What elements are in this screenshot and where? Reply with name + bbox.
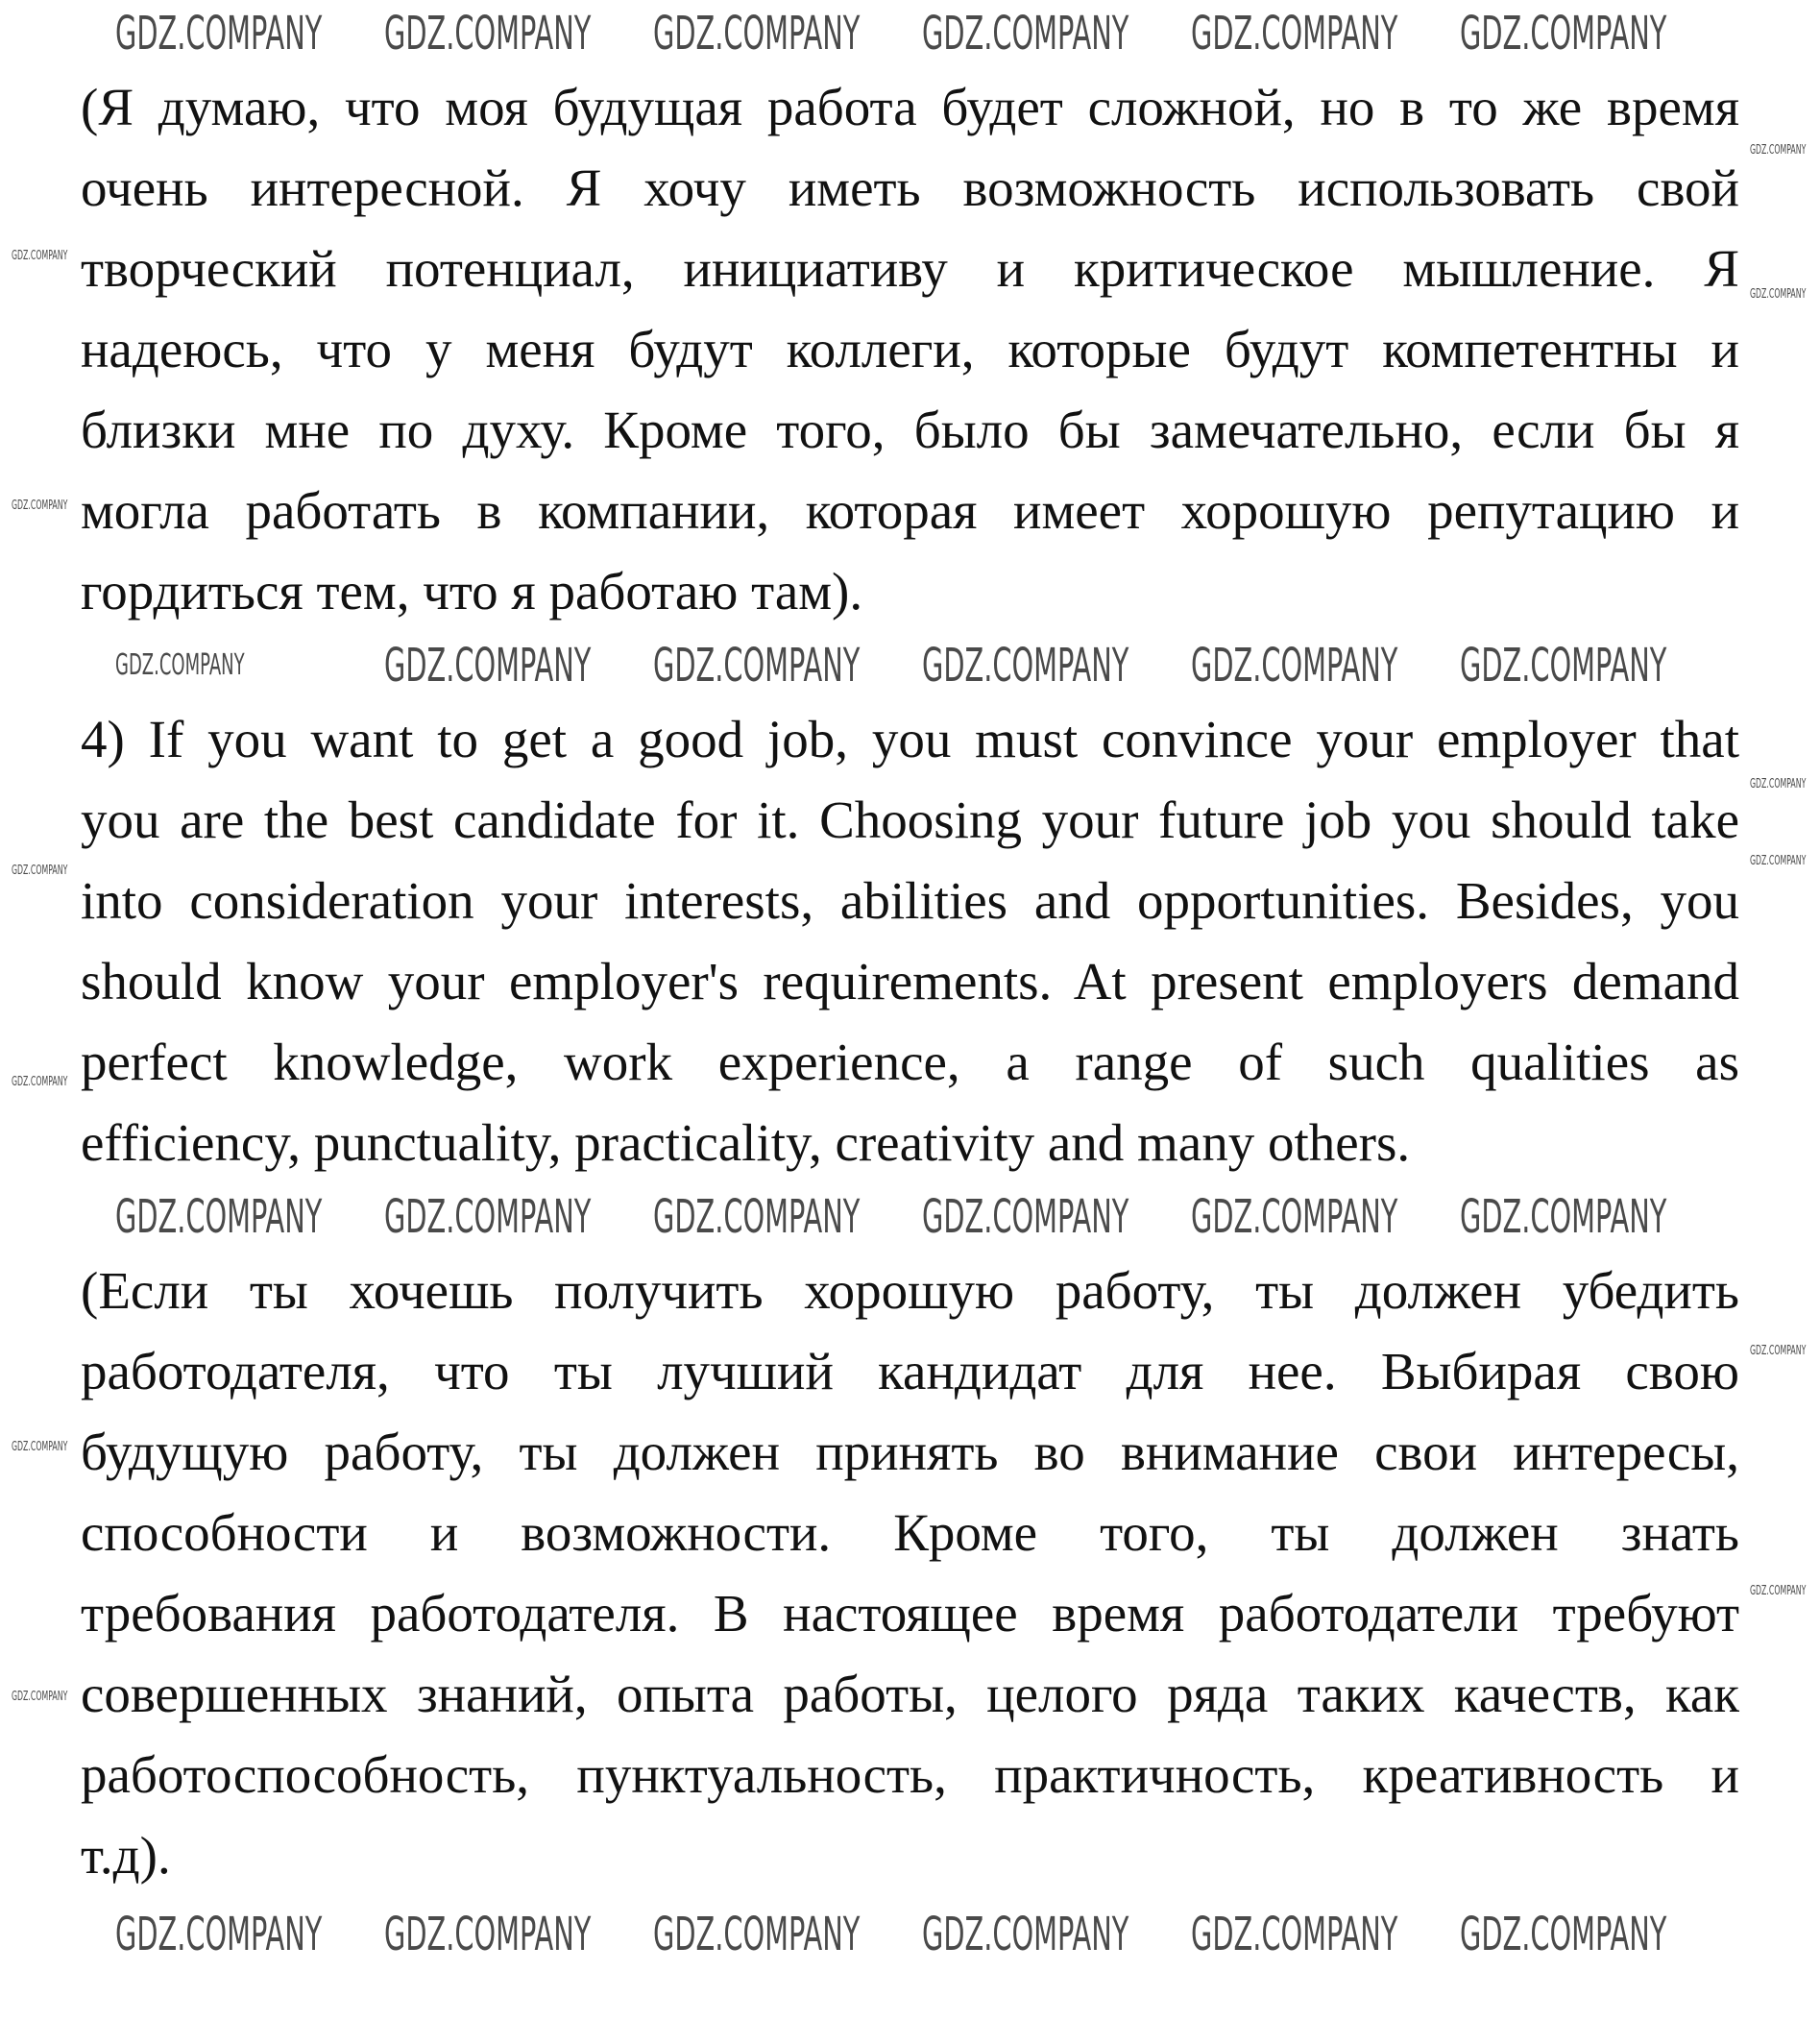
paragraph [81,699,1739,1183]
watermark: GDZ.COMPANY [1460,639,1667,693]
text-line: гордиться тем, что я работаю там). [81,562,863,621]
text-line: (Я думаю, что моя будущая работа будет сложной, но в то же время [81,78,1739,136]
watermark: GDZ.COMPANY [1191,1908,1398,1961]
watermark: GDZ.COMPANY [12,499,68,513]
text-line: работоспособность, пунктуальность, практичность, креативность и [81,1745,1739,1804]
watermark: GDZ.COMPANY [12,864,68,878]
paragraph [81,1251,1739,1896]
watermark: GDZ.COMPANY [12,1075,68,1089]
watermark: GDZ.COMPANY [384,639,592,693]
watermark: GDZ.COMPANY [1460,1190,1667,1244]
text-line: близки мне по духу. Кроме того, было бы замечательно, если бы я [81,401,1739,459]
text-line: efficiency, punctuality, practicality, creativity and many others. [81,1113,1411,1172]
text-line: работодателя, что ты лучший кандидат для нее. Выбирая свою [81,1342,1739,1400]
watermark: GDZ.COMPANY [653,1908,861,1961]
text-line: т.д). [81,1826,171,1885]
watermark: GDZ.COMPANY [115,1190,323,1244]
watermark: GDZ.COMPANY [922,1908,1129,1961]
watermark: GDZ.COMPANY [1191,639,1398,693]
watermark: GDZ.COMPANY [1460,7,1667,61]
watermark: GDZ.COMPANY [1750,143,1807,158]
text-line: 4) If you want to get a good job, you must convince your employer that [81,710,1739,768]
text-line: могла работать в компании, которая имеет хорошую репутацию и [81,481,1739,540]
watermark: GDZ.COMPANY [653,7,861,61]
watermark: GDZ.COMPANY [1191,1190,1398,1244]
watermark: GDZ.COMPANY [115,648,245,682]
text-line: творческий потенциал, инициативу и критическое мышление. Я [81,239,1739,298]
watermark: GDZ.COMPANY [922,639,1129,693]
watermark: GDZ.COMPANY [12,1440,68,1454]
watermark: GDZ.COMPANY [1191,7,1398,61]
text-line: будущую работу, ты должен принять во внимание свои интересы, [81,1423,1739,1481]
watermark: GDZ.COMPANY [115,7,323,61]
watermark: GDZ.COMPANY [1750,287,1807,302]
text-line: требования работодателя. В настоящее время работодатели требуют [81,1584,1739,1643]
text-line: you are the best candidate for it. Choosing your future job you should take [81,791,1739,849]
watermark: GDZ.COMPANY [1750,854,1807,868]
paragraph [81,67,1739,632]
watermark: GDZ.COMPANY [653,639,861,693]
watermark: GDZ.COMPANY [1460,1908,1667,1961]
watermark: GDZ.COMPANY [12,1690,68,1704]
watermark: GDZ.COMPANY [922,1190,1129,1244]
watermark: GDZ.COMPANY [384,1908,592,1961]
text-line: очень интересной. Я хочу иметь возможность использовать свой [81,158,1739,217]
watermark: GDZ.COMPANY [1750,1584,1807,1598]
text-line: should know your employer's requirements. At present employers demand [81,952,1739,1010]
text-line: into consideration your interests, abilities and opportunities. Besides, you [81,871,1739,930]
watermark: GDZ.COMPANY [12,249,68,263]
watermark: GDZ.COMPANY [384,7,592,61]
text-line: надеюсь, что у меня будут коллеги, которые будут компетентны и [81,320,1739,378]
watermark: GDZ.COMPANY [1750,1344,1807,1358]
text-line: способности и возможности. Кроме того, ты должен знать [81,1503,1739,1562]
watermark: GDZ.COMPANY [653,1190,861,1244]
text-line: (Если ты хочешь получить хорошую работу, ты должен убедить [81,1261,1739,1320]
text-line: совершенных знаний, опыта работы, целого ряда таких качеств, как [81,1665,1739,1723]
document-page [81,67,1739,1963]
watermark: GDZ.COMPANY [384,1190,592,1244]
watermark: GDZ.COMPANY [922,7,1129,61]
watermark: GDZ.COMPANY [115,1908,323,1961]
text-line: perfect knowledge, work experience, a range of such qualities as [81,1033,1739,1091]
watermark: GDZ.COMPANY [1750,777,1807,791]
